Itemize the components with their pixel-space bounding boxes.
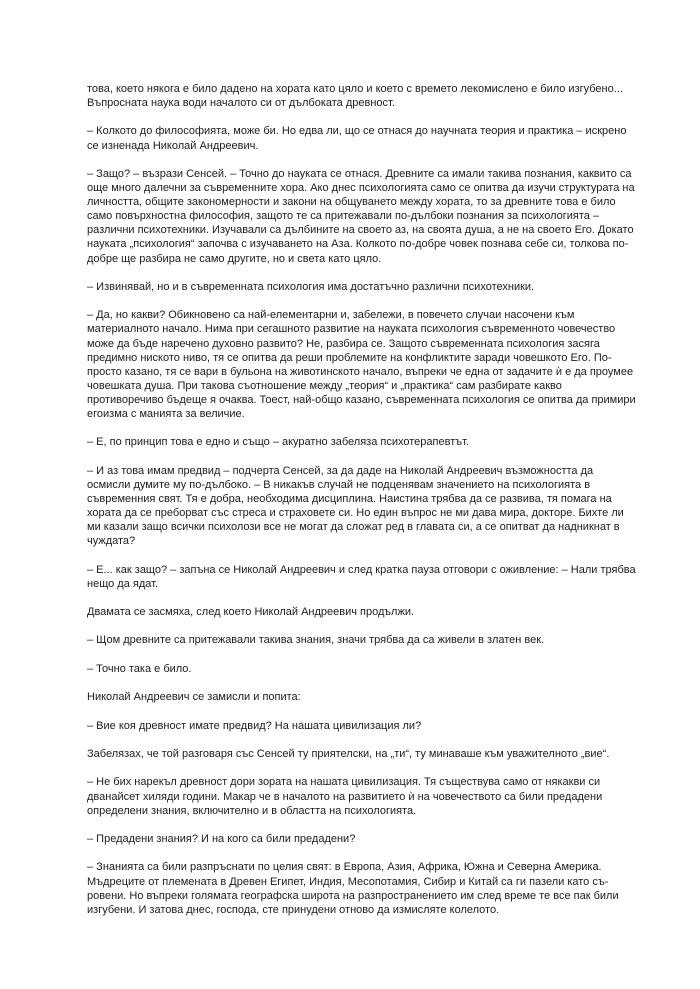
text-line: ми казали защо всички психолози все не могат да сложат ред в главата си, а се опитват да надникнат в — [87, 521, 620, 534]
text-line: – Не бих нарекъл древност дори зората на нашата цивилизация. Тя съществува само от някакви си — [87, 776, 601, 789]
paragraph — [87, 690, 627, 704]
text-line: Двамата се засмяха, след което Николай Андреевич продължи. — [87, 606, 415, 619]
text-line: добре ще разбира не само другите, но и света като цяло. — [87, 252, 382, 265]
text-line: – Точно така е било. — [87, 662, 192, 675]
paragraph — [87, 464, 627, 549]
text-line: може да бъде наречено духовно развито? Не, разбира се. Защото съвременната психология засяга — [87, 337, 600, 350]
paragraph — [87, 124, 627, 152]
text-line: това, което някога е било дадено на хората като цяло и което с времето лекомислено е било изгубено... — [87, 83, 623, 95]
text-line: определени знания, включително и в областта на психологията. — [87, 804, 417, 817]
text-line: човешката душа. При такова съотношение между „теория“ и „практика“ сам разбирате какво — [87, 379, 562, 392]
paragraph — [87, 167, 635, 266]
text-line: – Предадени знания? И на кого са били предадени? — [87, 833, 356, 846]
text-line: – Е... как защо? – запъна се Николай Андреевич и след кратка пауза отговори с оживление: – Нали трябва — [87, 563, 636, 576]
paragraph — [87, 308, 636, 421]
text-line: предимно ниското ниво, тя се опитва да реши проблемите на конфликтите заради човешкото Его. По- — [87, 351, 612, 364]
paragraph — [87, 775, 627, 817]
text-line: още много далечни за съвременните хора. Ако днес психологията само се опитва да изучи структурата на — [87, 182, 635, 195]
text-line: Николай Андреевич се замисли и попита: — [87, 691, 301, 704]
text-line: – Е, по принцип това е едно и също – акуратно забеляза психотерапевтът. — [87, 436, 469, 449]
paragraph — [87, 82, 627, 110]
text-line: само повърхностна философия, защото те са притежавали по-дълбоки познания за психологията – — [87, 210, 600, 223]
text-line: ровени. Но въпреки голямата географска широта на разпространението им след време те все пак били — [87, 889, 619, 902]
text-line: – Вие коя древност имате предвид? На нашата цивилизация ли? — [87, 719, 422, 732]
text-line: различни психотехники. Изучавали са дълбините на своето аз, на своята душа, а не на своето Его. Докато — [87, 224, 634, 237]
paragraph — [87, 662, 627, 676]
paragraph — [87, 832, 627, 846]
text-line: – Да, но какви? Обикновено са най-елементарни и, забележи, в повечето случаи насочени към — [87, 309, 575, 322]
text-line: съвременния свят. Тя е добра, необходима дисциплина. Наистина трябва да се развива, тя помага на — [87, 492, 612, 505]
text-line: Мъдреците от племената в Древен Египет, Индия, Месопотамия, Сибир и Китай са ги пазели като съ- — [87, 875, 609, 888]
text-line: – Колкото до философията, може би. Но едва ли, що се отнася до научната теория и практика – искрено — [87, 125, 627, 138]
text-line: – Извинявай, но и в съвременната психология има достатъчно различни психотехники. — [87, 280, 535, 293]
text-line: – И аз това имам предвид – подчерта Сенсей, за да даде на Николай Андреевич възможността да — [87, 464, 594, 477]
text-line: се изненада Николай Андреевич. — [87, 139, 259, 152]
paragraph — [87, 435, 627, 449]
text-line: чуждата? — [87, 535, 136, 548]
text-line: – Защо? – възрази Сенсей. – Точно до науката се отнася. Древните са имали такива познания, каквито са — [87, 167, 632, 180]
text-line: Въпросната наука води началото си от дълбоката древност. — [87, 97, 395, 110]
text-line: Забелязах, че той разговаря със Сенсей ту приятелски, на „ти“, ту минаваше към уважителното „вие“. — [87, 748, 610, 761]
text-line: личността, общите закономерности и закони на общуването между хората, то за древните това е било — [87, 196, 616, 209]
paragraph — [87, 605, 627, 619]
text-line: егоизма с манията за величие. — [87, 407, 245, 420]
text-line: просто казано, тя се вари в бульона на животинското начало, въпреки че една от задачите ѝ е да проумее — [87, 365, 634, 378]
paragraph — [87, 280, 627, 294]
text-line: противоречиво бъдеще я очаква. Тоест, най-общо казано, съвременната психология се опитва да примири — [87, 393, 636, 406]
paragraph — [87, 563, 636, 591]
paragraph — [87, 860, 627, 916]
document-body — [87, 82, 636, 931]
text-line: – Щом древните са притежавали такива знания, значи трябва да са живели в златен век. — [87, 634, 545, 647]
text-line: дванайсет хиляди години. Макар че в началото на развитието ѝ на човечеството са били предадени — [87, 790, 603, 803]
text-line: – Знанията са били разпръснати по целия свят: в Европа, Азия, Африка, Южна и Северна Америка. — [87, 861, 602, 874]
paragraph — [87, 747, 627, 761]
text-line: науката „психология“ започва с изучаването на Аза. Колкото по-добре човек познава себе си, толкова по- — [87, 238, 629, 251]
text-line: изгубени. И затова днес, господа, сте принудени отново да измисляте колелото. — [87, 903, 500, 916]
paragraph — [87, 719, 627, 733]
text-line: хората да се преборват със стреса и страховете си. Но един въпрос не ми дава мира, докторе. Бихте ли — [87, 507, 624, 520]
paragraph — [87, 633, 627, 647]
text-line: осмисли думите му по-дълбоко. – В никакъв случай не подценявам значението на психологията в — [87, 478, 591, 491]
text-line: материалното начало. Нима при сегашното развитие на науката психология съвременното човечество — [87, 323, 616, 336]
text-line: нещо да ядат. — [87, 577, 159, 590]
